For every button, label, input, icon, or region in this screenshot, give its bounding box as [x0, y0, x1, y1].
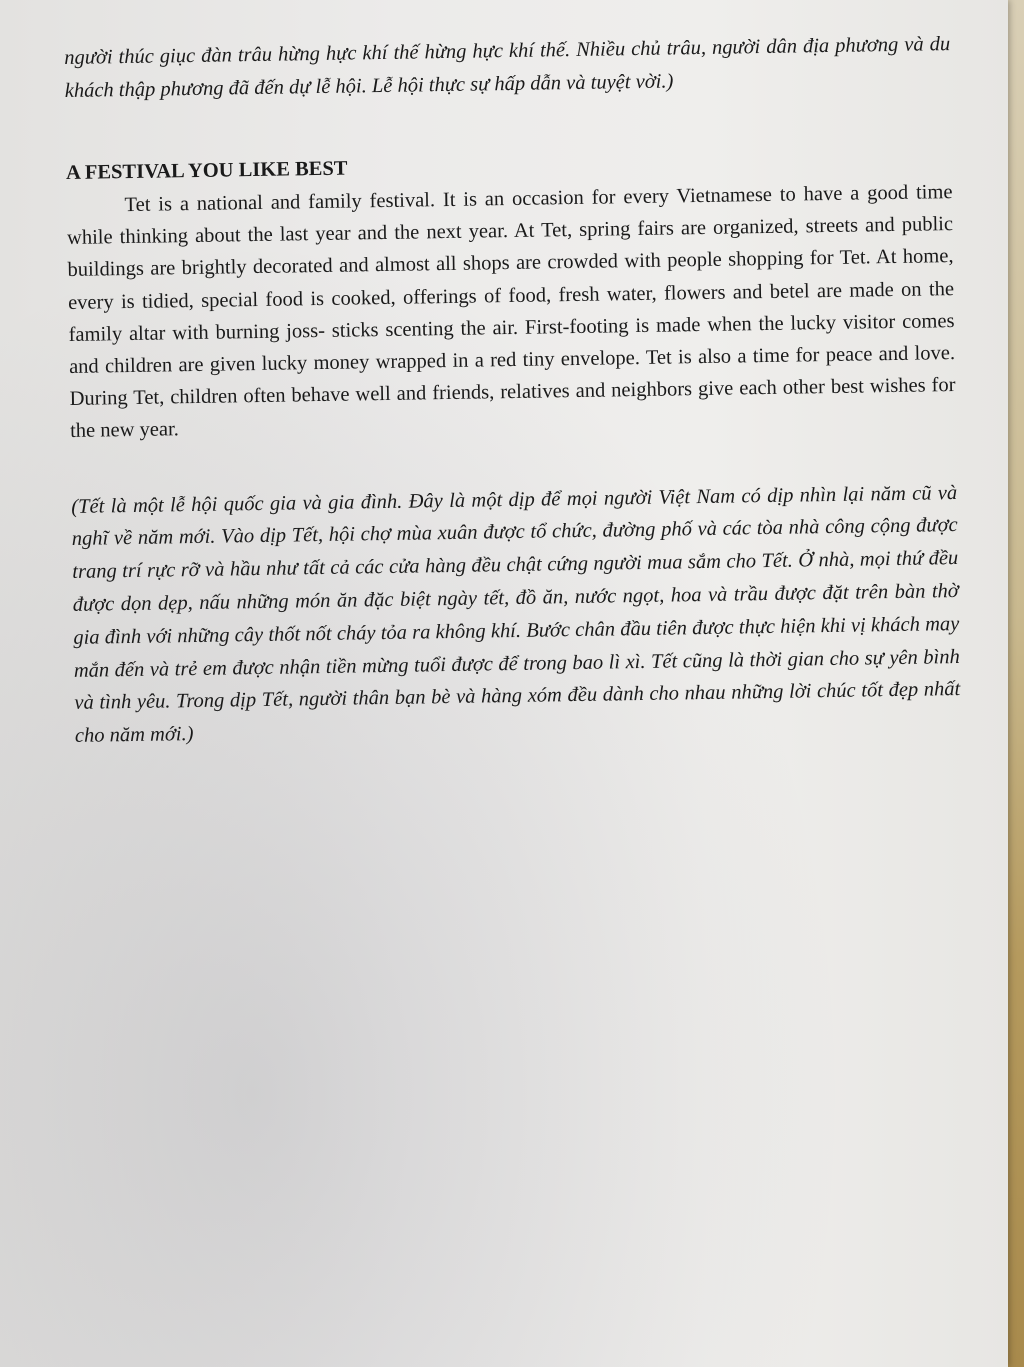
vietnamese-translation-paragraph: (Tết là một lễ hội quốc gia và gia đình. Đây là một dịp để mọi người Việt Nam có dịp nhìn lại năm cũ và nghĩ về năm mới. Vào dịp Tết, hội chợ mùa xuân được tổ chức, đường phố và các tòa nhà công cộng được trang trí rực rỡ và hầu như tất cả các cửa hàng đều chật cứng người mua sắm cho Tết. Ở nhà, mọi thứ đều được dọn dẹp, nấu những món ăn đặc biệt ngày tết, đồ ăn, nước ngọt, hoa và trầu được đặt trên bàn thờ gia đình với những cây thốt nốt cháy tỏa ra không khí. Bước chân đầu tiên được thực hiện khi vị khách may mắn đến và trẻ em được nhận tiền mừng tuổi được để trong bao lì xì. Tết cũng là thời gian cho sự yên bình và tình yêu. Trong dịp Tết, người thân bạn bè và hàng xóm đều dành cho nhau những lời chúc tốt đẹp nhất cho năm mới.) — [71, 481, 961, 748]
previous-section-translation-end: người thúc giục đàn trâu hừng hực khí thế hừng hực khí thế. Nhiều chủ trâu, người dân địa phương và du khách thập phương đã đến dự lễ hội. Lễ hội thực sự hấp dẫn và tuyệt vời.) — [64, 33, 951, 102]
document-content — [64, 28, 961, 753]
section-heading: A FESTIVAL YOU LIKE BEST — [65, 157, 348, 184]
english-paragraph: Tet is a national and family festival. It is an occasion for every Vietnamese to have a good time while thinking about the last year and the next year. At Tet, spring fairs are organized, streets and public buildings are brightly decorated and almost all shops are crowded with people shopping for Tet. At home, every is tidied, special food is cooked, offerings of food, fresh water, flowers and betel are made on the family altar with burning joss- sticks scenting the air. First-footing is made when the lucky visitor comes and children are given lucky money wrapped in a red tiny envelope. Tet is also a time for peace and love. During Tet, children often behave well and friends, relatives and neighbors give each other best wishes for the new year. — [66, 181, 956, 443]
